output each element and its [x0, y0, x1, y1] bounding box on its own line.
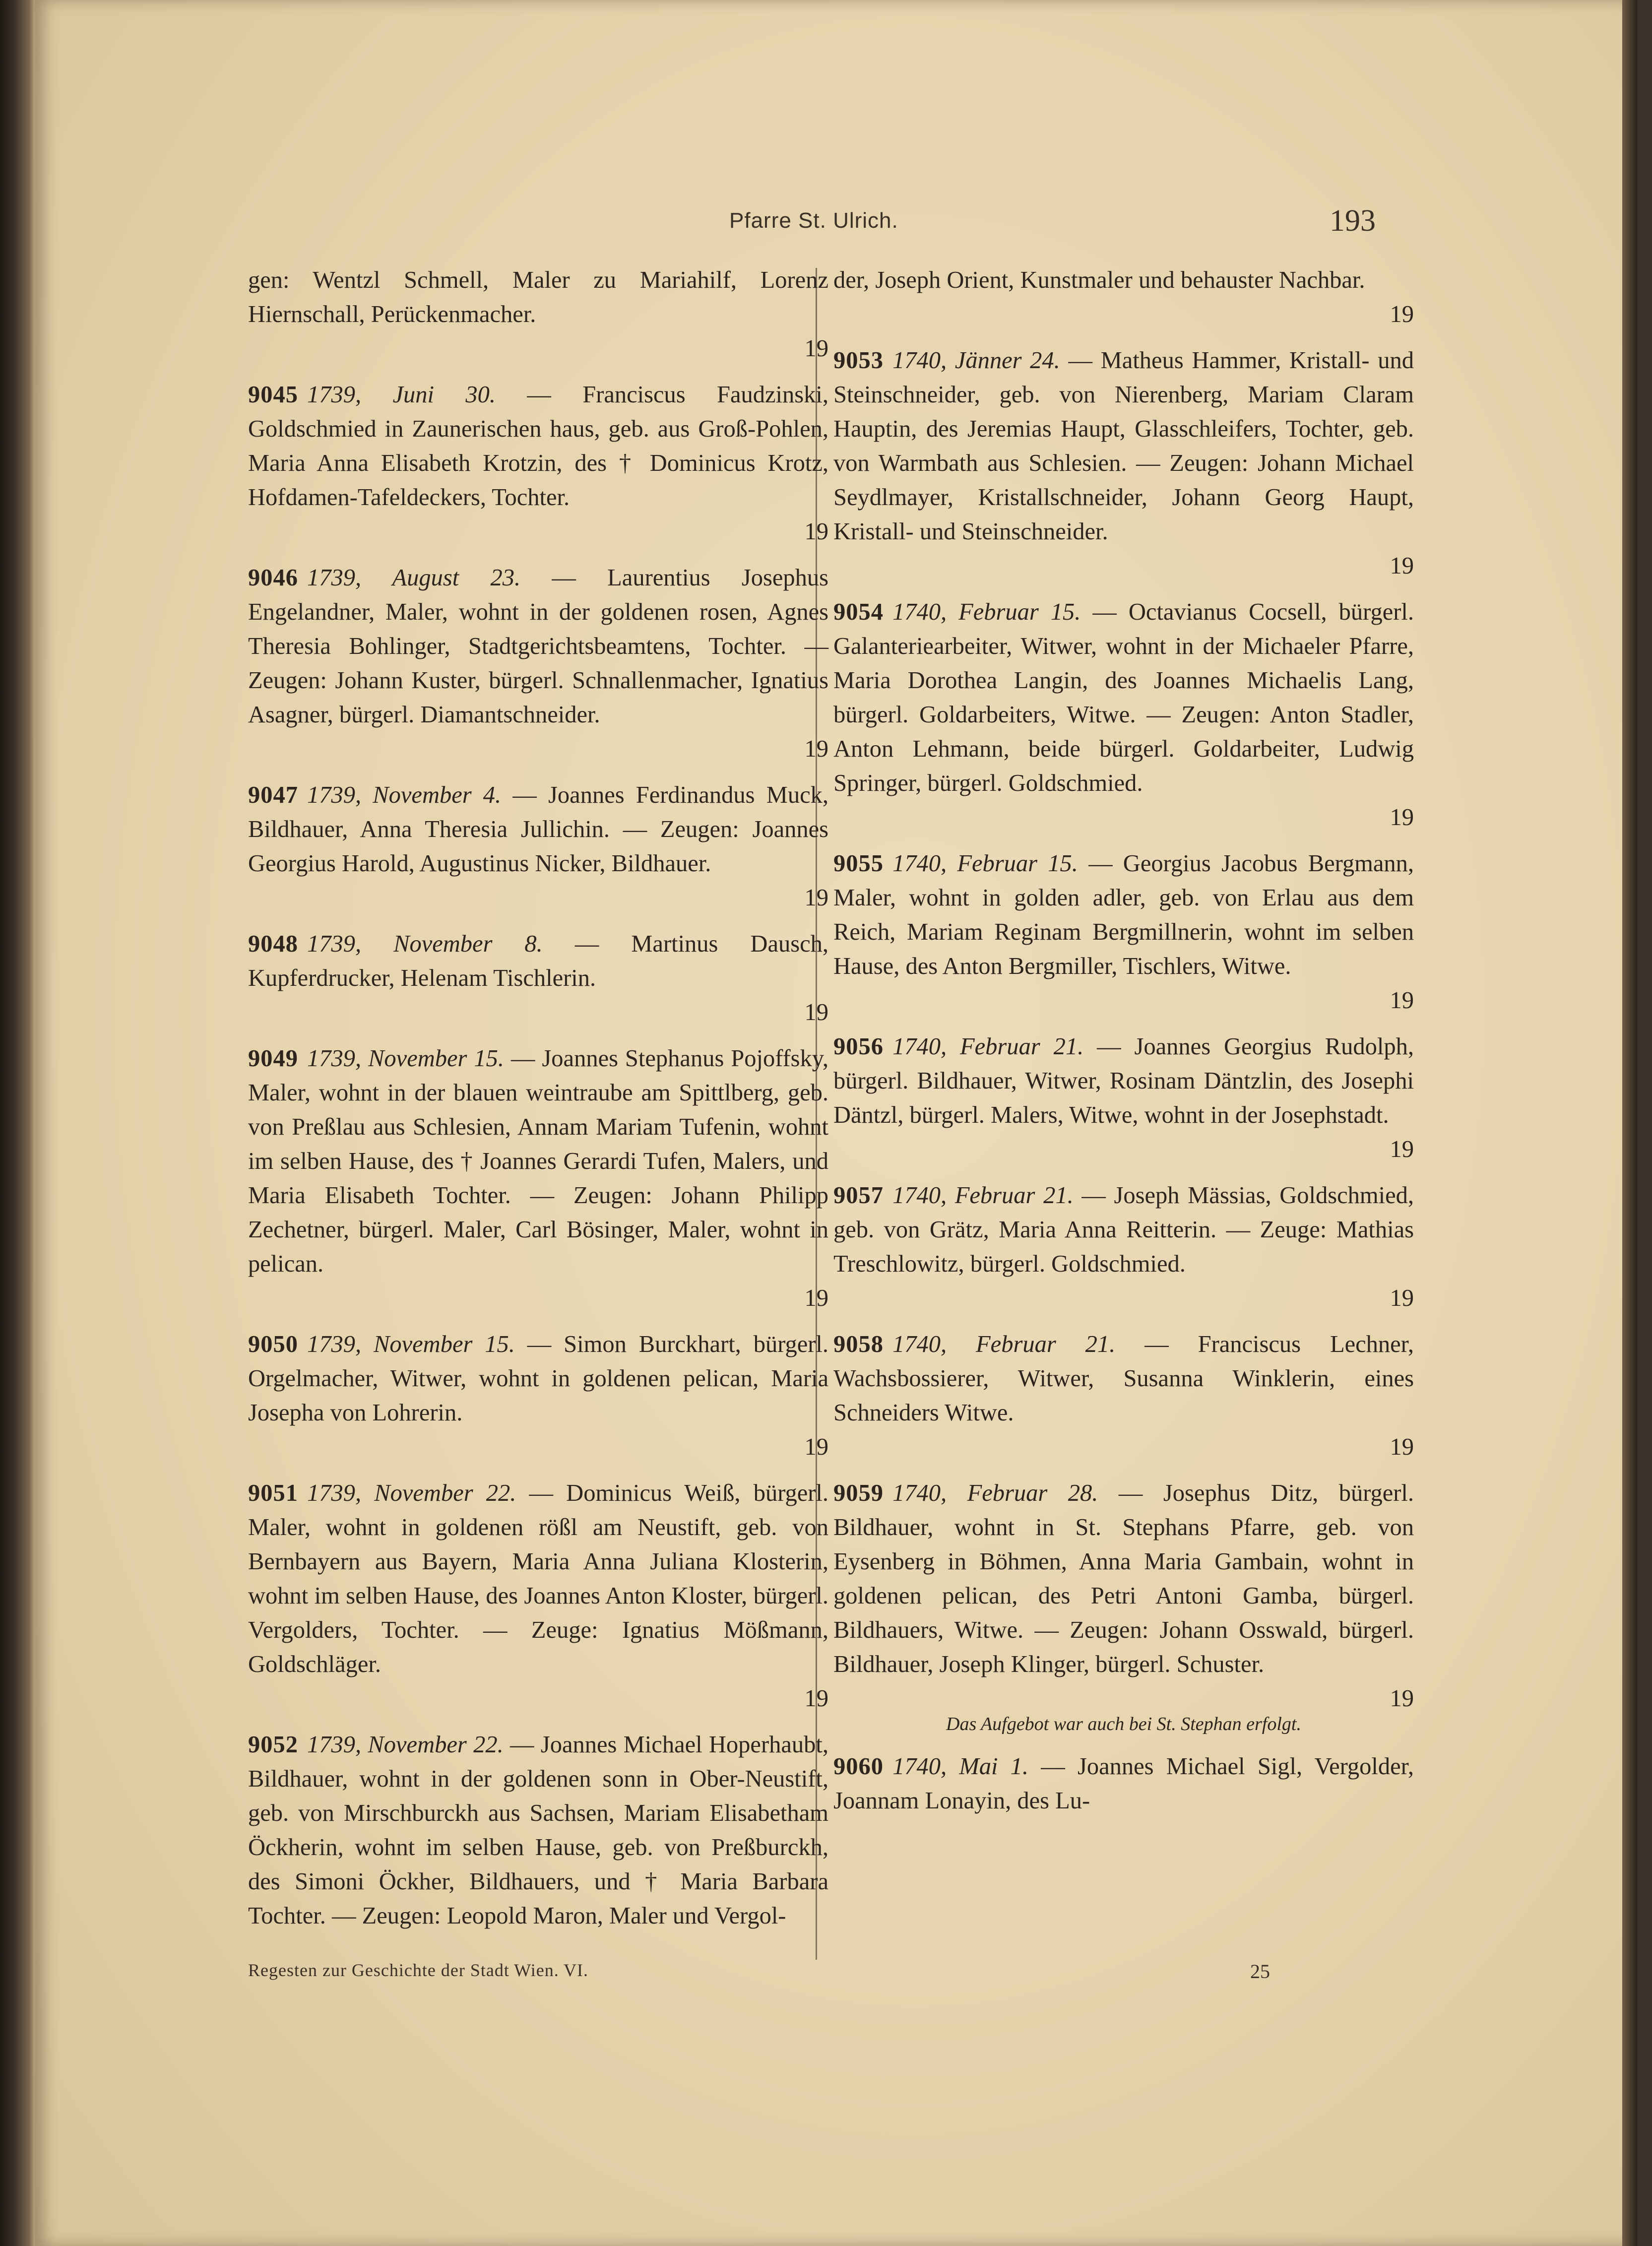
entry-number: 9050 [248, 1331, 298, 1357]
entry-text: — Laurentius Josephus Engelandner, Maler, wohnt in der goldenen rosen, Agnes Theresia Bohlinger, Stadtgerichtsbeamtens, Tochter. — Zeugen: Johann Kuster, bürgerl. Schnallenmacher, Ignatius Asagner, bürgerl. Diamantschneider. [248, 565, 828, 728]
entry-number: 9056 [833, 1033, 884, 1060]
entry-number: 9049 [248, 1045, 298, 1072]
register-entry [833, 1029, 1414, 1166]
entry-date: 1740, Februar 15. [892, 850, 1078, 877]
register-entry [833, 1327, 1414, 1464]
reference-number: 19 [804, 999, 828, 1026]
entry-paragraph [248, 927, 828, 995]
register-entry [248, 1728, 828, 1933]
entry-text: — Simon Burckhart, bürgerl. Orgelmacher, Witwer, wohnt in goldenen pelican, Maria Josepha von Lohrerin. [248, 1331, 828, 1426]
register-entry [248, 1327, 828, 1464]
entry-number: 9057 [833, 1182, 884, 1209]
entry-text: — Dominicus Weiß, bürgerl. Maler, wohnt in goldenen rößl am Neustift, geb. von Bernbayern aus Bayern, Maria Anna Juliana Klosterin, wohnt im selben Hause, des Joannes Anton Kloster, bürgerl. Vergolders, Tochter. — Zeuge: Ignatius Mößmann, Goldschläger. [248, 1480, 829, 1677]
entry-note: Das Aufgebot war auch bei St. Stephan erfolgt. [946, 1714, 1301, 1734]
register-entry [833, 1749, 1414, 1818]
entry-paragraph [248, 1728, 828, 1933]
right-column [833, 263, 1414, 1830]
footer-title: Regesten zur Geschichte der Stadt Wien. VI. [248, 1960, 589, 1980]
entry-text: gen: Wentzl Schmell, Maler zu Mariahilf, Lorenz Hiernschall, Perückenmacher. [248, 267, 828, 327]
reference-number: 19 [804, 736, 828, 762]
register-entry [248, 1041, 828, 1315]
entry-paragraph [833, 595, 1414, 800]
entry-date: 1740, Mai 1. [892, 1753, 1029, 1780]
entry-text: — Joseph Mässias, Goldschmied, geb. von Grätz, Maria Anna Reitterin. — Zeuge: Mathias Treschlowitz, bürgerl. Goldschmied. [833, 1182, 1414, 1277]
register-entry [833, 846, 1414, 1018]
reference-number: 19 [804, 1285, 828, 1311]
entry-paragraph [248, 1476, 828, 1681]
reference-number: 19 [1390, 301, 1414, 327]
entry-number: 9054 [833, 599, 884, 625]
entry-date: 1740, Februar 21. [892, 1033, 1084, 1060]
reference-number: 19 [1390, 987, 1414, 1014]
entry-date: 1739, November 22. [307, 1480, 516, 1506]
reference-number: 19 [1390, 1136, 1414, 1162]
entry-date: 1739, November 22. [307, 1732, 504, 1758]
reference-number: 19 [804, 335, 828, 362]
entry-paragraph [248, 1327, 828, 1430]
left-column [248, 263, 828, 1945]
entry-text: — Josephus Ditz, bürgerl. Bildhauer, wohnt in St. Stephans Pfarre, geb. von Eysenberg in Böhmen, Anna Maria Gambain, wohnt in goldenen pelican, des Petri Antoni Gamba, bürgerl. Bildhauers, Witwe. — Zeugen: Johann Osswald, bürgerl. Bildhauer, Joseph Klinger, bürgerl. Schuster. [833, 1480, 1414, 1677]
entry-paragraph [833, 1476, 1414, 1681]
entry-paragraph [833, 1327, 1414, 1430]
entry-number: 9053 [833, 347, 884, 374]
entry-text: — Martinus Dausch, Kupferdrucker, Helenam Tischlerin. [248, 931, 828, 991]
entry-date: 1740, Februar 28. [892, 1480, 1098, 1506]
entry-date: 1739, August 23. [307, 565, 521, 591]
reference-number: 19 [1390, 553, 1414, 579]
entry-number: 9048 [248, 931, 298, 957]
entry-text: — Joannes Ferdinandus Muck, Bildhauer, Anna Theresia Jullichin. — Zeugen: Joannes Georgius Harold, Augustinus Nicker, Bildhauer. [248, 782, 829, 877]
reference-number: 19 [804, 1685, 828, 1712]
register-entry [248, 561, 828, 766]
entry-paragraph [248, 378, 828, 514]
signature-mark: 25 [1250, 1960, 1270, 1983]
register-entry [248, 778, 828, 915]
entry-date: 1739, November 4. [307, 782, 502, 808]
entry-number: 9055 [833, 850, 884, 877]
entry-number: 9052 [248, 1732, 298, 1758]
entry-text: — Joannes Georgius Rudolph, bürgerl. Bildhauer, Witwer, Rosinam Däntzlin, des Josephi Däntzl, bürgerl. Malers, Witwe, wohnt in der Josephstadt. [833, 1033, 1414, 1128]
register-entry [248, 1476, 828, 1716]
entry-paragraph [248, 778, 828, 881]
entry-number: 9046 [248, 565, 298, 591]
entry-date: 1739, November 15. [307, 1045, 504, 1072]
entry-number: 9060 [833, 1753, 884, 1780]
register-entry [248, 378, 828, 549]
entry-date: 1740, Februar 21. [892, 1331, 1116, 1357]
reference-number: 19 [804, 1434, 828, 1460]
entry-date: 1740, Februar 21. [892, 1182, 1074, 1209]
reference-number: 19 [1390, 804, 1414, 831]
entry-paragraph [833, 846, 1414, 983]
entry-paragraph [833, 1178, 1414, 1281]
entry-text: — Joannes Michael Sigl, Vergolder, Joannam Lonayin, des Lu- [833, 1753, 1414, 1814]
entry-paragraph [833, 343, 1414, 549]
reference-number: 19 [1390, 1434, 1414, 1460]
entry-text: — Georgius Jacobus Bergmann, Maler, wohnt in golden adler, geb. von Erlau aus dem Reich, Mariam Reginam Bergmillnerin, wohnt im selben Hause, des Anton Bergmiller, Tischlers, Witwe. [833, 850, 1414, 979]
register-entry [833, 1476, 1414, 1737]
reference-number: 19 [1390, 1685, 1414, 1712]
book-binding [0, 0, 35, 2246]
reference-number: 19 [1390, 1285, 1414, 1311]
page-edge [1622, 0, 1637, 2246]
entry-date: 1739, November 8. [307, 931, 543, 957]
reference-number: 19 [804, 518, 828, 545]
entry-number: 9047 [248, 782, 298, 808]
entry-date: 1740, Jänner 24. [892, 347, 1060, 374]
entry-text: — Joannes Michael Hoperhaubt, Bildhauer, wohnt in der goldenen sonn in Ober-Neustift, geb. von Mirschburckh aus Sachsen, Mariam Elisabetham Öckherin, wohnt im selben Hause, geb. von Preßburckh, des Simoni Öckher, Bildhauers, und † Maria Barbara Tochter. — Zeugen: Leopold Maron, Maler und Vergol- [248, 1732, 828, 1929]
entry-date: 1739, November 15. [307, 1331, 515, 1357]
register-entry [833, 1178, 1414, 1315]
entry-date: 1740, Februar 15. [892, 599, 1081, 625]
reference-number: 19 [804, 885, 828, 911]
running-header [0, 204, 1652, 248]
continuation-text [833, 263, 1414, 331]
entry-paragraph [833, 1029, 1414, 1132]
entry-number: 9051 [248, 1480, 298, 1506]
continuation-text [248, 263, 828, 366]
entry-text: — Joannes Stephanus Pojoffsky, Maler, wohnt in der blauen weintraube am Spittlberg, geb. von Preßlau aus Schlesien, Annam Mariam Tufenin, wohnt im selben Hause, des † Joannes Gerardi Tufen, Malers, und Maria Elisabeth Tochter. — Zeugen: Johann Philipp Zechetner, bürgerl. Maler, Carl Bösinger, Maler, wohnt in pelican. [248, 1045, 828, 1277]
entry-text: der, Joseph Orient, Kunstmaler und behauster Nachbar. [833, 267, 1365, 293]
register-entry [248, 927, 828, 1029]
entry-number: 9045 [248, 382, 298, 408]
entry-number: 9058 [833, 1331, 884, 1357]
entry-text: — Matheus Hammer, Kristall- und Steinschneider, geb. von Nierenberg, Mariam Claram Hauptin, des Jeremias Haupt, Glasschleifers, Tochter, geb. von Warmbath aus Schlesien. — Zeugen: Johann Michael Seydlmayer, Kristallschneider, Johann Georg Haupt, Kristall- und Steinschneider. [833, 347, 1414, 545]
entry-paragraph [248, 561, 828, 732]
register-entry [833, 595, 1414, 834]
entry-date: 1739, Juni 30. [307, 382, 496, 408]
page-number: 193 [1330, 204, 1376, 238]
entry-text: — Franciscus Lechner, Wachsbossierer, Witwer, Susanna Winklerin, eines Schneiders Witwe. [833, 1331, 1414, 1426]
entry-text: — Franciscus Faudzinski, Goldschmied in Zaunerischen haus, geb. aus Groß-Pohlen, Maria Anna Elisabeth Krotzin, des † Dominicus Krotz, Hofdamen-Tafeldeckers, Tochter. [248, 382, 828, 511]
page-header-title: Pfarre St. Ulrich. [729, 208, 898, 233]
entry-text: — Octavianus Cocsell, bürgerl. Galanteriearbeiter, Witwer, wohnt in der Michaeler Pfarre, Maria Dorothea Langin, des Joannes Michaelis Lang, bürgerl. Goldarbeiters, Witwe. — Zeugen: Anton Stadler, Anton Lehmann, beide bürgerl. Goldarbeiter, Ludwig Springer, bürgerl. Goldschmied. [833, 599, 1414, 796]
entry-paragraph [248, 1041, 828, 1281]
entry-number: 9059 [833, 1480, 884, 1506]
entry-paragraph [833, 1749, 1414, 1818]
register-entry [833, 343, 1414, 583]
